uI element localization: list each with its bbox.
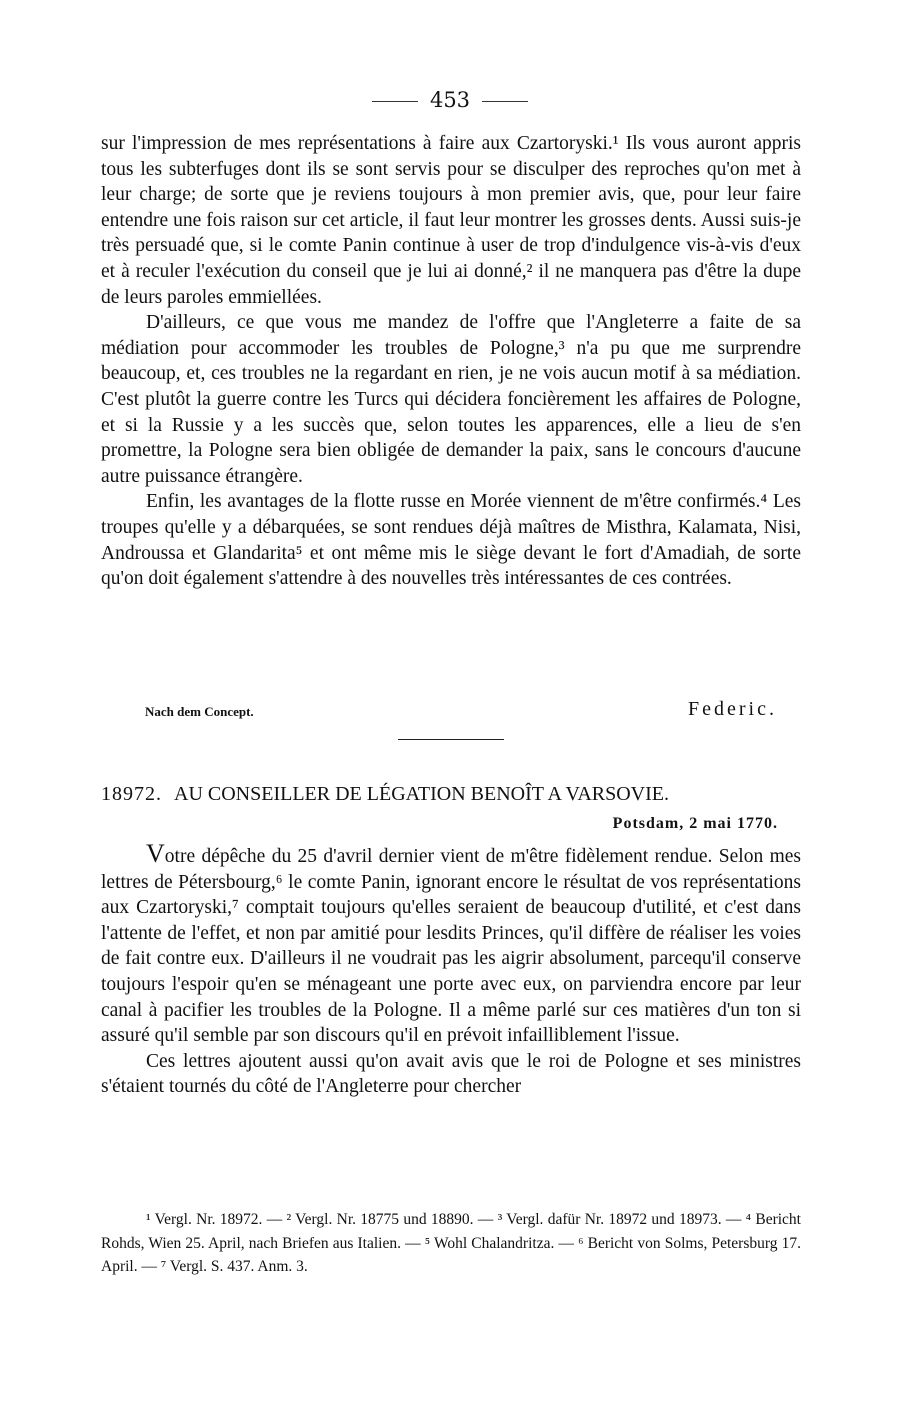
header-dash-left bbox=[372, 101, 418, 102]
dateline: Potsdam, 2 mai 1770. bbox=[612, 815, 778, 832]
header-dash-right bbox=[482, 101, 528, 102]
letter-title: AU CONSEILLER DE LÉGATION BENOÎT A VARSOVIE. bbox=[174, 783, 669, 805]
letter-body bbox=[101, 841, 801, 1100]
paragraph: Enfin, les avantages de la flotte russe en Morée viennent de m'être confirmés.⁴ Les troupes qu'elle y a débarquées, se sont rendues déjà maîtres de Misthra, Kalamata, Nisi, Androussa et Glandarita⁵ et ont même mis le siège devant le fort d'Amadiah, de sorte qu'on doit également s'attendre à des nouvelles très intéressantes de ces contrées. bbox=[101, 491, 801, 590]
paragraph: D'ailleurs, ce que vous me mandez de l'offre que l'Angleterre a faite de sa médiation pour accommoder les troubles de Pologne,³ n'a pu que me surprendre beaucoup, et, ces troubles ne la regardant en rien, je ne vois aucun motif à sa médiation. C'est plutôt la guerre contre les Turcs qui décidera foncièrement les affaires de Pologne, et si la Russie y a les succès que, selon toutes les apparences, elle a lieu de s'en promettre, la Pologne sera bien obligée de demander la paix, sans le concours d'aucune autre puissance étrangère. bbox=[101, 312, 801, 487]
section-divider bbox=[398, 739, 504, 740]
closing-line bbox=[145, 698, 777, 726]
page-header bbox=[0, 86, 900, 114]
footnotes bbox=[101, 1208, 801, 1279]
paragraph: sur l'impression de mes représentations à faire aux Czartoryski.¹ Ils vous auront appris tous les subterfuges dont ils se sont servis pour se disculper des reproches qu'on met à leur charge; de sorte que je reviens toujours à mon premier avis, que, pour leur faire entendre une fois raison sur cet article, il faut leur montrer les grosses dents. Aussi suis-je très persuadé que, si le comte Panin continue à user de trop d'indulgence vis-à-vis d'eux et à reculer l'exécution du conseil que je lui ai donné,² il ne manquera pas d'être la dupe de leurs paroles emmiellées. bbox=[101, 133, 801, 308]
source-note: Nach dem Concept. bbox=[145, 704, 254, 719]
letter-heading bbox=[101, 780, 801, 808]
continuation-text bbox=[101, 131, 801, 592]
footnote-text: ¹ Vergl. Nr. 18972. — ² Vergl. Nr. 18775 und 18890. — ³ Vergl. dafür Nr. 18972 und 18973. — ⁴ Bericht Rohds, Wien 25. April, nach Briefen aus Italien. — ⁵ Wohl Chalandritza. — ⁶ Bericht von Solms, Petersburg 17. April. — ⁷ Vergl. S. 437. Anm. 3. bbox=[101, 1211, 801, 1275]
page-number: 453 bbox=[429, 88, 471, 112]
paragraph: Ces lettres ajoutent aussi qu'on avait avis que le roi de Pologne et ses ministres s'étaient tournés du côté de l'Angleterre pour chercher bbox=[101, 1050, 801, 1098]
letter-number: 18972. bbox=[101, 783, 162, 805]
paragraph: Votre dépêche du 25 d'avril dernier vient de m'être fidèlement rendue. Selon mes lettres de Pétersbourg,⁶ le comte Panin, ignorant encore le résultat de vos représentations aux Czartoryski,⁷ comptait toujours qu'elles seraient de beaucoup d'utilité, et c'est dans l'attente de l'effet, et non par amitié pour lesdits Princes, qu'il diffère de réaliser les voies de fait contre eux. D'ailleurs il ne voudrait pas les aigrir absolument, parcequ'il conserve toujours l'espoir qu'en se ménageant une porte avec eux, on parviendra encore par leur canal à pacifier les troubles de la Pologne. Il a même parlé sur ces matières d'un ton si assuré qu'il semble par son discours qu'il en prévoit infailliblement l'issue. bbox=[101, 839, 801, 1047]
signature: Federic. bbox=[688, 698, 777, 720]
